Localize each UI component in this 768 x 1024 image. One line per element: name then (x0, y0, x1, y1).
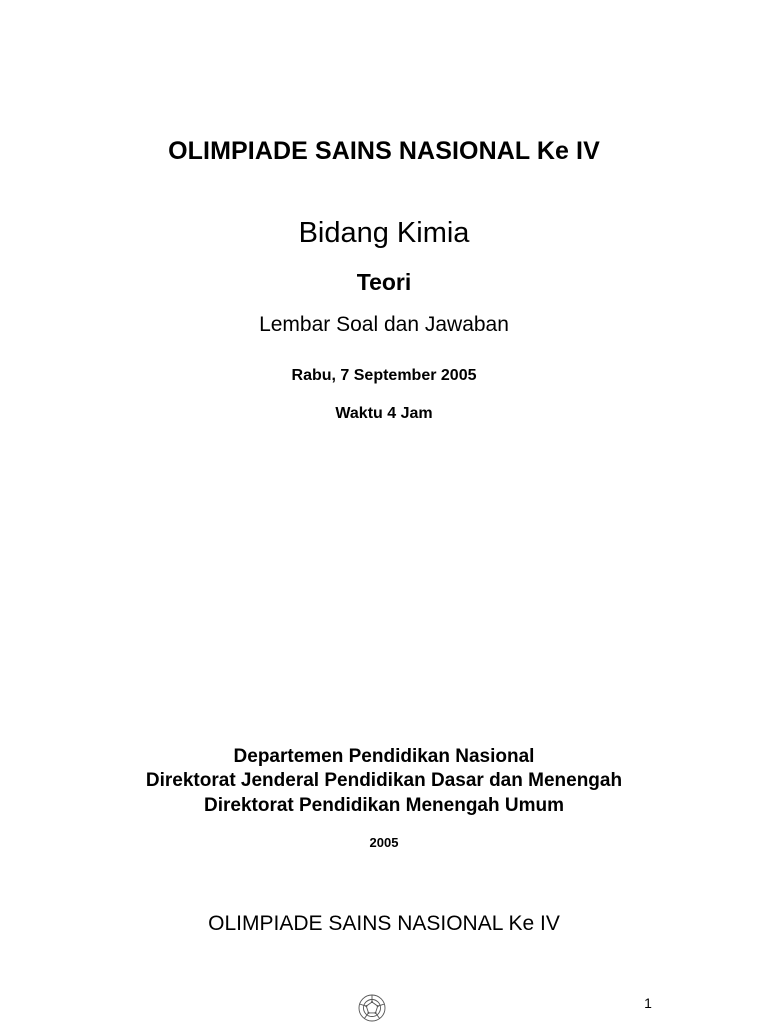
document-subtitle: Lembar Soal dan Jawaban (259, 313, 509, 336)
footer-title: OLIMPIADE SAINS NASIONAL Ke IV (208, 912, 560, 935)
organization-line: Direktorat Jenderal Pendidikan Dasar dan Menengah (145, 770, 623, 791)
exam-duration: Waktu 4 Jam (335, 405, 433, 422)
section-title: Teori (356, 269, 412, 295)
fullerene-molecule-icon (357, 993, 387, 1023)
page-number: 1 (644, 995, 652, 1011)
publication-year: 2005 (369, 835, 399, 850)
organization-line: Direktorat Pendidikan Menengah Umum (203, 795, 564, 816)
main-title: OLIMPIADE SAINS NASIONAL Ke IV (168, 137, 600, 165)
subject-title: Bidang Kimia (298, 217, 470, 249)
organization-line: Departemen Pendidikan Nasional (233, 746, 535, 767)
exam-date: Rabu, 7 September 2005 (291, 367, 477, 384)
